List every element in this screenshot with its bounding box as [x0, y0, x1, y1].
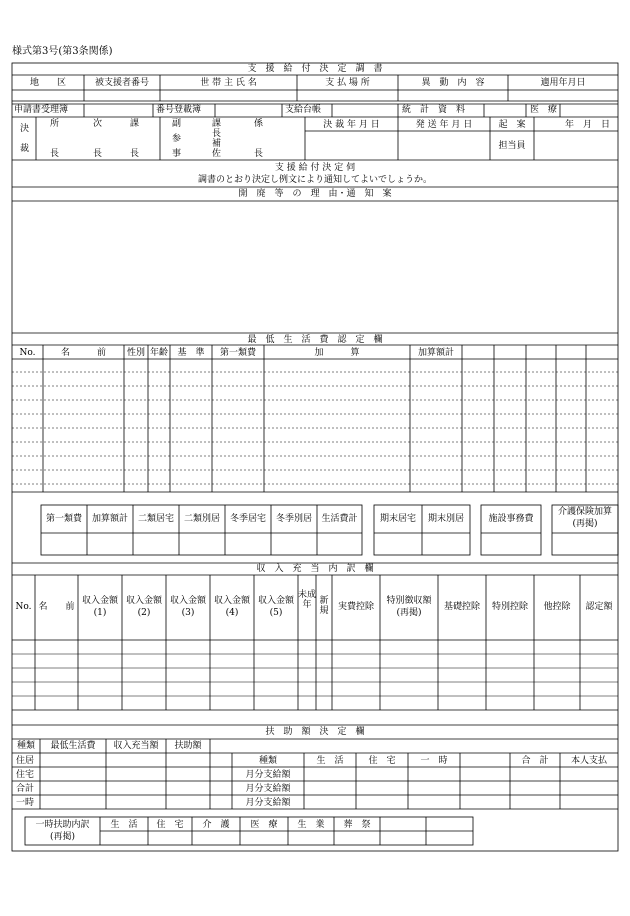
approval-cho1: 長	[50, 149, 60, 159]
temp-item-4: 生 業	[297, 820, 325, 830]
income-special-2: (再掲)	[396, 608, 422, 618]
approval-san: 参	[172, 134, 182, 144]
ml-col-sex: 性別	[126, 348, 145, 358]
summary-2: 二類居宅	[137, 514, 174, 524]
recipient-number-label: 被支援者番号	[94, 78, 149, 88]
kessai-label-1: 決	[20, 124, 30, 134]
income-title: 収 入 充 当 内 訳 欄	[256, 564, 374, 574]
ml-col-no: No.	[19, 348, 36, 358]
income-special-deduction: 特別控除	[491, 602, 528, 612]
summary-6: 生活費計	[321, 514, 358, 524]
ml-col-standard: 基 準	[177, 348, 205, 358]
summary-1: 加算額計	[91, 514, 128, 524]
income-amount-1b: (1)	[93, 608, 107, 618]
support-total: 合 計	[521, 756, 549, 766]
income-amount-4b: (4)	[225, 608, 239, 618]
support-temporary: 一 時	[420, 756, 448, 766]
temp-item-2: 介 護	[202, 820, 230, 830]
monthly-payment-2: 月分支給額	[245, 798, 291, 808]
min-living-title: 最 低 生 活 費 認 定 欄	[247, 335, 383, 345]
summary-4: 冬季居宅	[229, 514, 266, 524]
approval-cho2: 長	[93, 149, 103, 159]
approval-sa: 佐	[212, 149, 222, 159]
decision-date-label: 決 裁 年 月 日	[323, 120, 380, 130]
support-row-2: 合計	[16, 784, 35, 794]
approval-fuku: 副	[172, 119, 182, 129]
inquiry-text: 調書のとおり決定し例文により通知してよいでしょうか。	[197, 175, 432, 185]
form-number: 様式第3号(第3条関係)	[12, 46, 113, 57]
temp-item-5: 葬 祭	[343, 820, 371, 830]
support-min-living: 最低生活費	[50, 741, 96, 751]
income-minor: 未成年	[298, 590, 317, 610]
ml-col-age: 年齢	[149, 348, 168, 358]
summary2-1: 期末別居	[427, 514, 464, 524]
support-title: 扶 助 額 決 定 欄	[265, 727, 365, 737]
approval-cho4: 長	[212, 129, 222, 139]
ml-col-class1: 第一類費	[219, 348, 256, 358]
reason-section-title: 開 廃 等 の 理 由・通 知 案	[238, 189, 392, 199]
draft-label: 起 案	[498, 120, 526, 130]
approval-ho: 補	[212, 139, 222, 149]
kessai-label-2: 裁	[20, 144, 30, 154]
form-title: 支 援 給 付 決 定 調 書	[247, 64, 383, 74]
approval-ji: 次	[93, 119, 103, 129]
application-register-label: 申請書受理簿	[14, 105, 69, 115]
inquiry-title: 支 援 給 付 決 定 伺	[274, 163, 356, 173]
approval-ka: 課	[130, 119, 140, 129]
monthly-payment-0: 月分支給額	[245, 770, 291, 780]
income-amount-5b: (5)	[269, 608, 283, 618]
summary2-0: 期末居宅	[379, 514, 416, 524]
income-approved-amount: 認定額	[585, 602, 613, 612]
temp-item-0: 生 活	[110, 820, 138, 830]
person-in-charge-label: 担当員	[498, 141, 526, 151]
summary-0: 第一類費	[45, 514, 82, 524]
temp-breakdown-label-2: (再掲)	[49, 832, 76, 842]
temp-item-3: 医 療	[250, 820, 278, 830]
ml-col-addition: 加 算	[314, 348, 360, 358]
approval-kei: 係	[254, 119, 264, 129]
payment-ledger-label: 支給台帳	[285, 105, 322, 115]
send-date-label: 発 送 年 月 日	[415, 120, 473, 130]
support-row-1: 住宅	[16, 770, 35, 780]
temp-breakdown-label-1: 一時扶助内訳	[35, 820, 90, 830]
income-col-no: No.	[15, 602, 32, 612]
statistics-label: 統 計 資 料	[402, 105, 466, 115]
ml-col-name: 名 前	[60, 348, 106, 358]
care-insurance-label-2: (再掲)	[572, 519, 598, 529]
monthly-payment-1: 月分支給額	[245, 784, 291, 794]
income-amount-2b: (2)	[137, 608, 151, 618]
income-other-deduction: 他控除	[543, 602, 571, 612]
income-special-1: 特別徴収額	[386, 596, 432, 606]
facility-fee-label: 施設事務費	[488, 514, 534, 524]
support-housing: 住 宅	[368, 756, 396, 766]
change-content-label: 異 動 内 容	[421, 78, 485, 88]
support-income-alloc: 収入充当額	[113, 741, 159, 751]
effective-date-label: 適用年月日	[540, 78, 586, 88]
income-amount-3a: 収入金額	[169, 596, 206, 606]
income-col-name: 名 前	[38, 602, 75, 612]
approval-ji2: 事	[172, 149, 182, 159]
approval-cho3: 長	[130, 149, 140, 159]
temp-item-1: 住 宅	[156, 820, 184, 830]
support-living: 生 活	[316, 756, 344, 766]
care-insurance-label-1: 介護保険加算	[557, 507, 612, 517]
summary-5: 冬季別居	[275, 514, 312, 524]
support-type2: 種類	[258, 756, 277, 766]
income-actual-deduction: 実費控除	[337, 602, 374, 612]
income-basic-deduction: 基礎控除	[443, 602, 480, 612]
income-amount-2a: 収入金額	[125, 596, 162, 606]
support-personal-payment: 本人支払	[570, 756, 607, 766]
income-amount-1a: 収入金額	[81, 596, 118, 606]
approval-sho: 所	[50, 119, 60, 129]
income-amount-3b: (3)	[181, 608, 195, 618]
support-type: 種類	[16, 741, 35, 751]
summary-3: 二類別居	[183, 514, 220, 524]
ml-col-addition-total: 加算額計	[417, 348, 454, 358]
householder-name-label: 世 帯 主 氏 名	[200, 78, 257, 88]
district-label: 地 区	[29, 78, 66, 88]
support-row-0: 住居	[16, 756, 35, 766]
income-amount-4a: 収入金額	[213, 596, 250, 606]
number-register-label: 番号登載簿	[156, 105, 202, 115]
payment-location-label: 支 払 場 所	[325, 78, 370, 88]
income-new: 新規	[319, 596, 329, 616]
support-row-3: 一時	[16, 798, 35, 808]
income-amount-5a: 収入金額	[257, 596, 294, 606]
approval-cho5: 長	[254, 149, 264, 159]
draft-date-label: 年 月 日	[565, 120, 611, 130]
approval-ka2: 課	[212, 119, 222, 129]
support-amount: 扶助額	[174, 741, 202, 751]
medical-label: 医 療	[530, 105, 558, 115]
